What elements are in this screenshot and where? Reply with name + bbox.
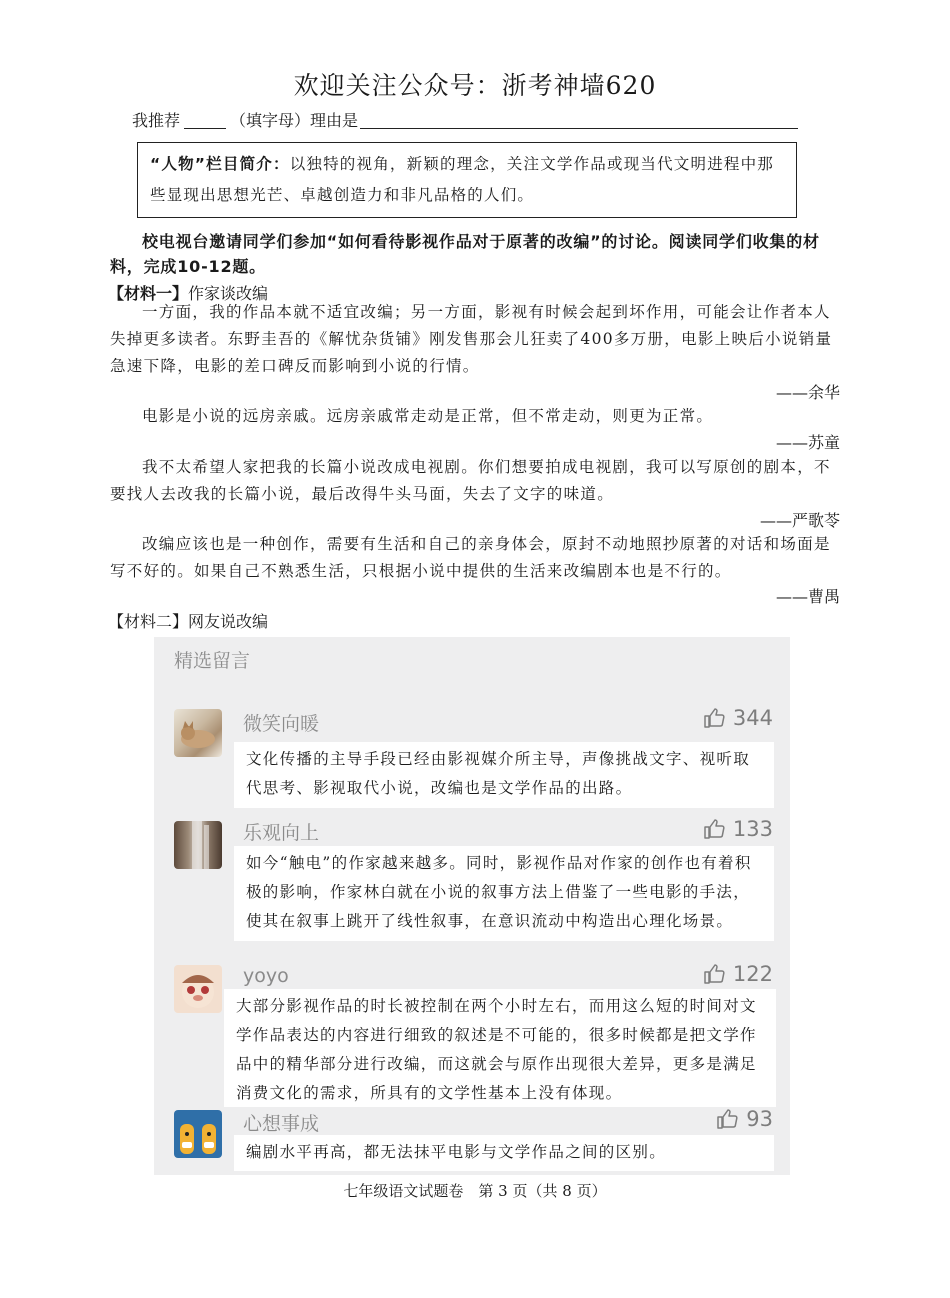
comment-text: 如今“触电”的作家越来越多。同时，影视作品对作家的创作也有着积极的影响，作家林白就在小说的叙事方法上借鉴了一些电影的手法，使其在叙事上跳开了线性叙事，在意识流动中构造出心理化场景。 bbox=[234, 846, 774, 941]
page-header-title: 欢迎关注公众号：浙考神墙620 bbox=[293, 71, 657, 100]
material2-heading bbox=[108, 609, 268, 632]
letter-blank[interactable] bbox=[184, 112, 226, 129]
like-button[interactable] bbox=[653, 962, 773, 986]
comment-author[interactable]: yoyo bbox=[243, 965, 289, 987]
cat-photo-icon bbox=[174, 709, 222, 757]
comments-panel-title: 精选留言 bbox=[174, 650, 251, 672]
material1-title: 作家谈改编 bbox=[188, 284, 269, 303]
thumbs-up-icon bbox=[703, 706, 727, 730]
like-button[interactable] bbox=[653, 706, 773, 730]
material2-title: 网友说改编 bbox=[188, 612, 269, 631]
intro-label: “人物”栏目简介： bbox=[150, 155, 290, 173]
quote-author-caoyu: ——曹禺 bbox=[775, 587, 840, 606]
thumbs-up-icon bbox=[703, 962, 727, 986]
task-text: 校电视台邀请同学们参加“如何看待影视作品对于原著的改编”的讨论。阅读同学们收集的材料，完成10-12题。 bbox=[110, 232, 820, 276]
material1-bracket: 【材料一】 bbox=[108, 284, 189, 303]
avatar-cat-photo[interactable] bbox=[174, 709, 222, 757]
cartoon-face-icon bbox=[174, 965, 222, 1013]
landscape-photo-icon bbox=[174, 821, 222, 869]
thumbs-up-icon bbox=[716, 1107, 740, 1131]
giraffe-cartoon-icon bbox=[174, 1110, 222, 1158]
task-instructions bbox=[110, 229, 850, 279]
quote-yangeling: 我不太希望人家把我的长篇小说改成电视剧。你们想要拍成电视剧，我可以写原创的剧本，不要找人去改我的长篇小说，最后改得牛头马面，失去了文字的味道。 bbox=[110, 458, 831, 503]
avatar-giraffe-cartoon[interactable] bbox=[174, 1110, 222, 1158]
like-button[interactable] bbox=[653, 817, 773, 841]
recommend-line bbox=[132, 108, 798, 131]
like-count: 344 bbox=[732, 706, 773, 730]
comment-author[interactable]: 心想事成 bbox=[243, 1113, 320, 1135]
like-button[interactable] bbox=[653, 1107, 773, 1131]
like-count: 93 bbox=[746, 1107, 773, 1131]
reason-blank[interactable] bbox=[360, 112, 798, 129]
quote-yuhua: 一方面，我的作品本就不适宜改编；另一方面，影视有时候会起到坏作用，可能会让作者本人失掉更多读者。东野圭吾的《解忧杂货铺》刚发售那会儿狂卖了400多万册，电影上映后小说销量急速下降，电影的差口碑反而影响到小说的行情。 bbox=[110, 303, 833, 375]
comment-text: 文化传播的主导手段已经由影视媒介所主导，声像挑战文字、视听取代思考、影视取代小说，改编也是文学作品的出路。 bbox=[234, 742, 774, 808]
column-intro-box bbox=[137, 142, 797, 218]
thumbs-up-icon bbox=[703, 817, 727, 841]
comment-text: 大部分影视作品的时长被控制在两个小时左右，而用这么短的时间对文学作品表达的内容进行细致的叙述是不可能的，很多时候都是把文学作品中的精华部分进行改编，而这就会与原作出现很大差异，更多是满足消费文化的需求，所具有的文学性基本上没有体现。 bbox=[224, 989, 776, 1107]
quote-sutong: 电影是小说的远房亲戚。远房亲戚常走动是正常，但不常走动，则更为正常。 bbox=[142, 407, 714, 425]
comment-text: 编剧水平再高，都无法抹平电影与文学作品之间的区别。 bbox=[234, 1135, 774, 1171]
like-count: 133 bbox=[732, 817, 773, 841]
comment-author[interactable]: 微笑向暖 bbox=[243, 713, 320, 735]
quote-author-yuhua: ——余华 bbox=[775, 383, 840, 402]
avatar-landscape-photo[interactable] bbox=[174, 821, 222, 869]
recommend-prefix: 我推荐 bbox=[132, 111, 181, 130]
quote-author-sutong: ——苏童 bbox=[775, 433, 840, 452]
material2-bracket: 【材料二】 bbox=[108, 612, 189, 631]
like-count: 122 bbox=[732, 962, 773, 986]
intro-text: 以独特的视角，新颖的理念，关注文学作品或现当代文明进程中那些显现出思想光芒、卓越创造力和非凡品格的人们。 bbox=[150, 155, 774, 204]
comment-author[interactable]: 乐观向上 bbox=[243, 822, 320, 844]
quote-caoyu: 改编应该也是一种创作，需要有生活和自己的亲身体会，原封不动地照抄原著的对话和场面是写不好的。如果自己不熟悉生活，只根据小说中提供的生活来改编剧本也是不行的。 bbox=[110, 535, 831, 580]
recommend-middle: （填字母）理由是 bbox=[230, 111, 359, 130]
quote-author-yangeling: ——严歌苓 bbox=[759, 511, 840, 530]
avatar-cartoon-face[interactable] bbox=[174, 965, 222, 1013]
page-footer: 七年级语文试题卷 第 3 页（共 8 页） bbox=[343, 1182, 607, 1200]
